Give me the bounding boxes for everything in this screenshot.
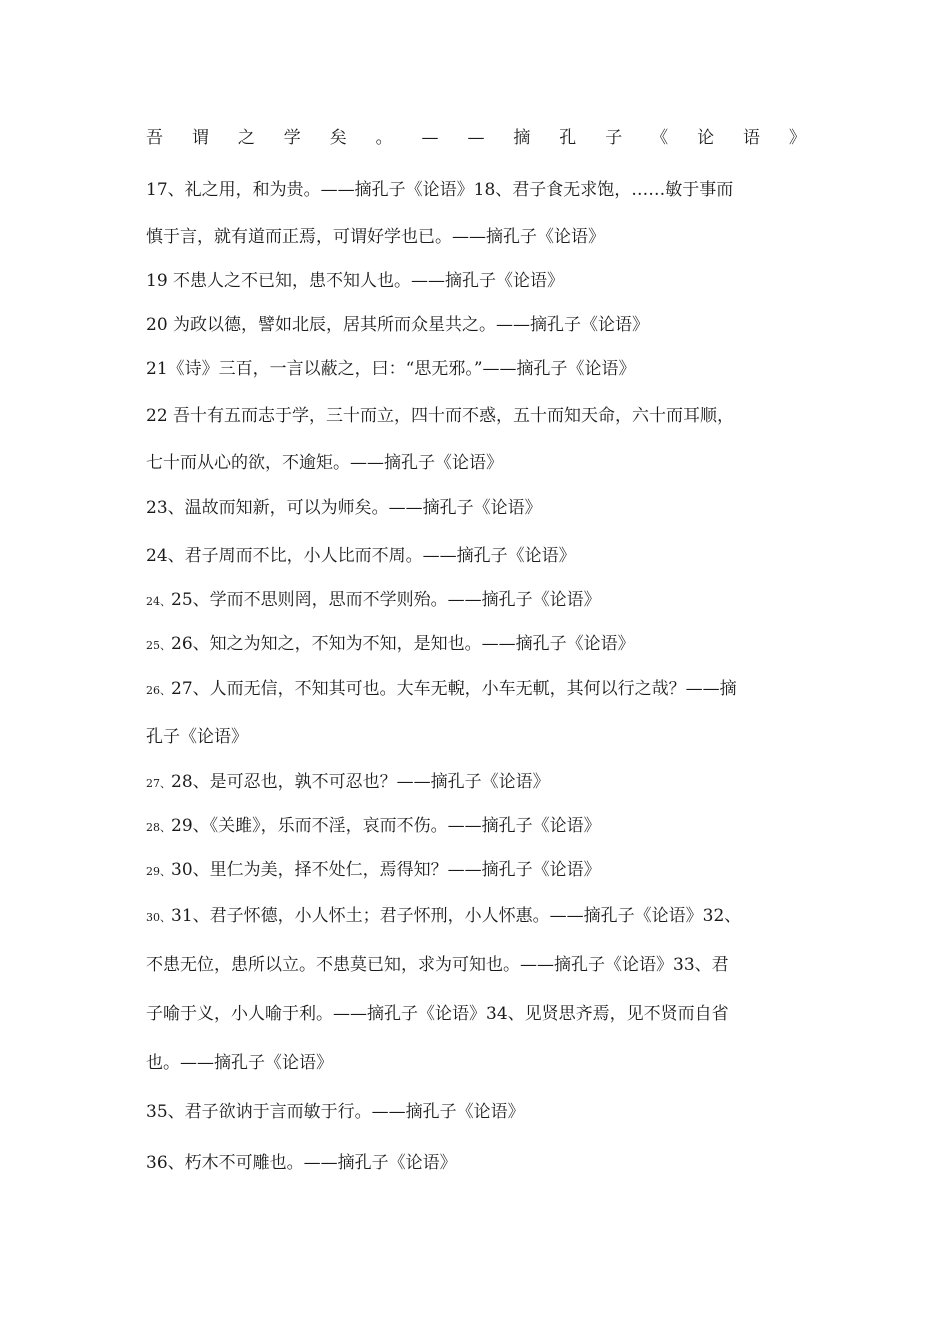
line-text: 25、学而不思则罔，思而不学则殆。——摘孔子《论语》 bbox=[171, 590, 601, 610]
text-line bbox=[146, 905, 806, 929]
line-prefix: 27、 bbox=[146, 777, 171, 790]
char: — bbox=[421, 128, 439, 148]
char: 。 bbox=[375, 128, 393, 148]
text-line bbox=[146, 954, 806, 976]
line-text: 27、人而无信，不知其可也。大车无輗，小车无軏，其何以行之哉？——摘 bbox=[171, 679, 737, 699]
line-text: 慎于言，就有道而正焉，可谓好学也已。——摘孔子《论语》 bbox=[146, 227, 605, 247]
line-text: 31、君子怀德，小人怀土；君子怀刑，小人怀惠。——摘孔子《论语》32、 bbox=[171, 906, 742, 926]
text-line bbox=[146, 633, 806, 657]
line-text: 24、君子周而不比，小人比而不周。——摘孔子《论语》 bbox=[146, 546, 576, 566]
line-prefix: 30、 bbox=[146, 911, 171, 924]
line-text: 17、礼之用，和为贵。——摘孔子《论语》18、君子食无求饱，……敏于事而 bbox=[146, 180, 734, 200]
line-prefix: 25、 bbox=[146, 639, 171, 652]
line-text: 28、是可忍也，孰不可忍也？——摘孔子《论语》 bbox=[171, 772, 550, 792]
line-prefix: 24、 bbox=[146, 595, 171, 608]
text-line bbox=[146, 545, 806, 567]
line-text: 35、君子欲讷于言而敏于行。——摘孔子《论语》 bbox=[146, 1102, 525, 1122]
text-line bbox=[146, 771, 806, 795]
line-text: 26、知之为知之，不知为不知，是知也。——摘孔子《论语》 bbox=[171, 634, 635, 654]
line-text: 22 吾十有五而志于学，三十而立，四十而不惑，五十而知天命，六十而耳顺， bbox=[146, 406, 735, 426]
char: 之 bbox=[237, 128, 255, 148]
line-text: 孔子《论语》 bbox=[146, 727, 248, 747]
char: 子 bbox=[605, 128, 623, 148]
text-line bbox=[146, 1003, 806, 1025]
char: 《 bbox=[651, 128, 669, 148]
text-line bbox=[146, 358, 806, 380]
line-text: 不患无位，患所以立。不患莫已知，求为可知也。——摘孔子《论语》33、君 bbox=[146, 955, 729, 975]
char: 矣 bbox=[329, 128, 347, 148]
text-line bbox=[146, 226, 806, 248]
line-text: 21《诗》三百，一言以蔽之，曰：“思无邪。”——摘孔子《论语》 bbox=[146, 359, 636, 379]
line-text: 36、朽木不可雕也。——摘孔子《论语》 bbox=[146, 1153, 457, 1173]
text-line bbox=[146, 1052, 806, 1074]
line-prefix: 29、 bbox=[146, 865, 171, 878]
text-line bbox=[146, 497, 806, 519]
line-text: 20 为政以德，譬如北辰，居其所而众星共之。——摘孔子《论语》 bbox=[146, 315, 650, 335]
line-text: 29、《关雎》，乐而不淫，哀而不伤。——摘孔子《论语》 bbox=[171, 816, 601, 836]
text-line bbox=[146, 678, 806, 702]
line-text: 七十而从心的欲，不逾矩。——摘孔子《论语》 bbox=[146, 453, 503, 473]
text-line bbox=[146, 314, 806, 336]
char: 孔 bbox=[559, 128, 577, 148]
text-line bbox=[146, 859, 806, 883]
text-line bbox=[146, 179, 806, 201]
text-line bbox=[146, 589, 806, 613]
text-line bbox=[146, 405, 806, 427]
char: 吾 bbox=[146, 128, 163, 148]
line-text: 19 不患人之不已知，患不知人也。——摘孔子《论语》 bbox=[146, 271, 565, 291]
text-line bbox=[146, 452, 806, 474]
text-line bbox=[146, 270, 806, 292]
text-line bbox=[146, 815, 806, 839]
text-line bbox=[146, 1101, 806, 1123]
line-text: 也。——摘孔子《论语》 bbox=[146, 1053, 333, 1073]
justified-first-line bbox=[146, 127, 806, 149]
line-prefix: 28、 bbox=[146, 821, 171, 834]
char: 摘 bbox=[513, 128, 531, 148]
char: 语 bbox=[742, 128, 760, 148]
text-line bbox=[146, 1152, 806, 1174]
line-text: 子喻于义，小人喻于利。——摘孔子《论语》34、见贤思齐焉，见不贤而自省 bbox=[146, 1004, 729, 1024]
char: — bbox=[467, 128, 485, 148]
line-text: 30、里仁为美，择不处仁，焉得知？——摘孔子《论语》 bbox=[171, 860, 601, 880]
char: 学 bbox=[283, 128, 301, 148]
char: 论 bbox=[697, 128, 715, 148]
char: 谓 bbox=[191, 128, 209, 148]
line-prefix: 26、 bbox=[146, 684, 171, 697]
line-text: 23、温故而知新，可以为师矣。——摘孔子《论语》 bbox=[146, 498, 542, 518]
char: 》 bbox=[788, 128, 806, 148]
text-line bbox=[146, 726, 806, 748]
